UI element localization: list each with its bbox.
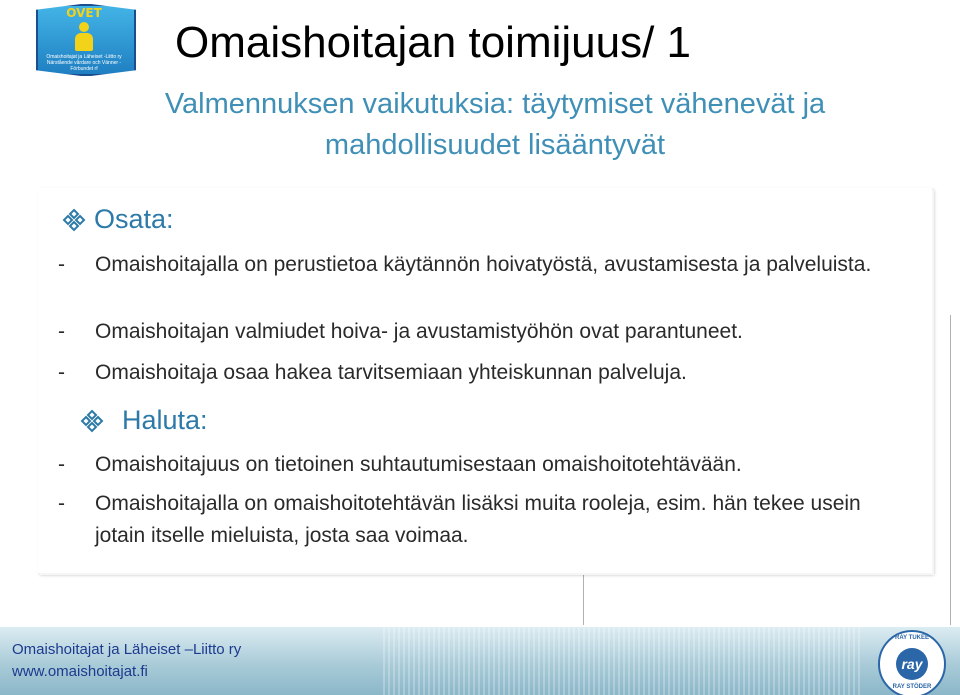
subtitle-line-1: Valmennuksen vaikutuksia: täytymiset vähenevät ja [164,88,826,120]
ray-seal-center: ray [896,648,928,680]
footer-organization: Omaishoitajat ja Läheiset –Liitto ry [12,641,242,658]
list-item: - Omaishoitajan valmiudet hoiva- ja avustamistyöhön ovat parantuneet. [58,316,888,348]
footer-website-link[interactable]: www.omaishoitajat.fi [12,663,148,680]
list-item-text: Omaishoitajalla on perustietoa käytännön hoivatyöstä, avustamisesta ja palveluista. [95,253,872,276]
ray-seal-bottom-text: RAY STÖDER [892,684,932,690]
subtitle-line-2: mahdollisuudet lisääntyvät [324,129,666,161]
person-icon [71,22,97,52]
ray-seal-logo [878,630,946,695]
heading-haluta-label: Haluta: [122,405,208,435]
list-item-text: Omaishoitaja osaa hakea tarvitsemiaan yhteiskunnan palveluja. [95,361,687,384]
list-item: - Omaishoitajuus on tietoinen suhtautumisestaan omaishoitotehtävään. [58,449,888,481]
heading-osata-label: Osata: [94,204,174,234]
ray-seal-top-text: RAY TUKEE [894,635,929,641]
logo-caption: Omaishoitajat ja Läheiset -Liitto ry Närstående vårdare och Vänner -Förbundet rf [46,54,122,72]
heading-osata [62,204,174,235]
footer-decoration [380,627,860,695]
diamond-bullet-icon [80,409,104,433]
diamond-bullet-icon [62,208,86,232]
list-item-text: Omaishoitajan valmiudet hoiva- ja avustamistyöhön ovat parantuneet. [95,320,743,343]
footer [0,627,960,695]
list-item-text: Omaishoitajalla on omaishoitotehtävän lisäksi muita rooleja, esim. hän tekee usein jotain itselle mieluista, josta saa voimaa. [95,492,861,547]
slide-subtitle [100,84,890,166]
ovet-logo [18,4,128,76]
list-item-text: Omaishoitajuus on tietoinen suhtautumisestaan omaishoitotehtävään. [95,453,742,476]
list-item: - Omaishoitajalla on omaishoitotehtävän lisäksi muita rooleja, esim. hän tekee usein jotain itselle mieluista, josta saa voimaa. [58,488,888,552]
list-item: - Omaishoitajalla on perustietoa käytännön hoivatyöstä, avustamisesta ja palveluista. [58,249,888,281]
slide-title: Omaishoitajan toimijuus/ 1 [175,18,692,67]
logo-word: OVET [66,6,102,20]
list-item: - Omaishoitaja osaa hakea tarvitsemiaan yhteiskunnan palveluja. [58,357,888,389]
heading-haluta [80,405,208,436]
